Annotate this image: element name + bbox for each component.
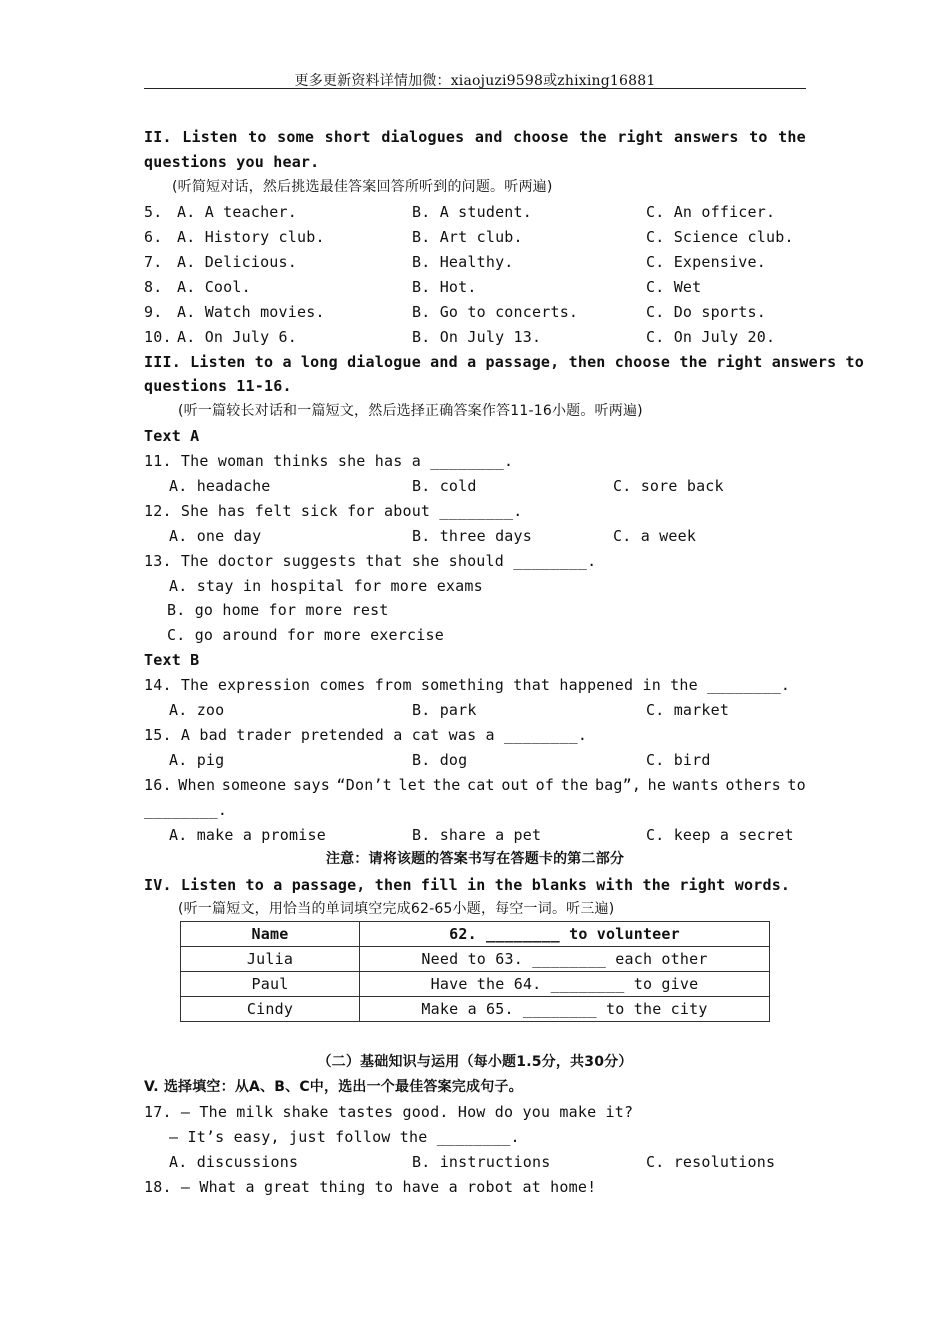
table-row bbox=[181, 947, 770, 972]
option-a[interactable]: A. headache bbox=[169, 477, 271, 495]
option-c[interactable]: C. market bbox=[646, 701, 730, 719]
table-header-question: 62. ________ to volunteer bbox=[360, 922, 770, 947]
option-c[interactable]: C. a week bbox=[613, 527, 697, 545]
section2-title-line2: questions you hear. bbox=[144, 153, 320, 171]
table-cell-name: Paul bbox=[181, 972, 360, 997]
option-a[interactable]: A. A teacher. bbox=[177, 203, 297, 221]
option-b[interactable]: B. share a pet bbox=[412, 826, 542, 844]
option-c[interactable]: C. Science club. bbox=[646, 228, 794, 246]
option-b[interactable]: B. instructions bbox=[412, 1153, 551, 1171]
option-c[interactable]: C. resolutions bbox=[646, 1153, 776, 1171]
option-c[interactable]: C. sore back bbox=[613, 477, 724, 495]
question-stem: 14. The expression comes from something that happened in the ________. bbox=[144, 676, 791, 694]
option-b[interactable]: B. three days bbox=[412, 527, 532, 545]
option-c[interactable]: C. Wet bbox=[646, 278, 702, 296]
option-b[interactable]: B. Art club. bbox=[412, 228, 523, 246]
table-cell-blank: Have the 64. ________ to give bbox=[360, 972, 770, 997]
table-header-row bbox=[181, 922, 770, 947]
question-stem: 13. The doctor suggests that she should ________. bbox=[144, 552, 597, 570]
option-a[interactable]: A. Delicious. bbox=[177, 253, 297, 271]
answer-sheet-note: 注意：请将该题的答案书写在答题卡的第二部分 bbox=[325, 851, 625, 867]
section4-title: IV. Listen to a passage, then fill in the blanks with the right words. bbox=[144, 876, 791, 894]
option-c[interactable]: C. An officer. bbox=[646, 203, 776, 221]
option-b[interactable]: B. Healthy. bbox=[412, 253, 514, 271]
question-stem: 18. — What a great thing to have a robot at home! bbox=[144, 1178, 597, 1196]
table-row bbox=[181, 972, 770, 997]
table-cell-blank: Make a 65. ________ to the city bbox=[360, 997, 770, 1022]
section3-title-line1: III. Listen to a long dialogue and a passage, then choose the right answers to bbox=[144, 353, 864, 371]
header-divider bbox=[144, 88, 806, 89]
fill-in-table bbox=[180, 921, 770, 1022]
option-b[interactable]: B. dog bbox=[412, 751, 468, 769]
question-stem: 17. — The milk shake tastes good. How do you make it? bbox=[144, 1103, 634, 1121]
option-a[interactable]: A. stay in hospital for more exams bbox=[169, 577, 483, 595]
question-stem-line2: ________. bbox=[144, 801, 228, 819]
section5-title: V. 选择填空：从A、B、C中，选出一个最佳答案完成句子。 bbox=[144, 1079, 523, 1095]
option-a[interactable]: A. one day bbox=[169, 527, 262, 545]
part2-heading: （二）基础知识与运用（每小题1.5分，共30分） bbox=[317, 1054, 633, 1070]
question-stem: 11. The woman thinks she has a ________. bbox=[144, 452, 514, 470]
question-stem: 12. She has felt sick for about ________. bbox=[144, 502, 523, 520]
question-stem-line2: — It’s easy, just follow the ________. bbox=[169, 1128, 520, 1146]
option-c[interactable]: C. keep a secret bbox=[646, 826, 794, 844]
question-stem: 16. When someone says “Don’t let the cat out of the bag”, he wants others to bbox=[144, 776, 806, 794]
option-c[interactable]: C. On July 20. bbox=[646, 328, 776, 346]
option-a[interactable]: A. discussions bbox=[169, 1153, 299, 1171]
section3-title-line2: questions 11-16. bbox=[144, 377, 292, 395]
option-b[interactable]: B. A student. bbox=[412, 203, 532, 221]
option-a[interactable]: A. Cool. bbox=[177, 278, 251, 296]
option-a[interactable]: A. Watch movies. bbox=[177, 303, 325, 321]
option-a[interactable]: A. make a promise bbox=[169, 826, 326, 844]
option-c[interactable]: C. Do sports. bbox=[646, 303, 766, 321]
section4-instruction: (听一篇短文，用恰当的单词填空完成62-65小题，每空一词。听三遍) bbox=[178, 901, 615, 917]
section2-title-line1: II. Listen to some short dialogues and choose the right answers to the bbox=[144, 128, 806, 146]
option-a[interactable]: A. History club. bbox=[177, 228, 325, 246]
option-a[interactable]: A. On July 6. bbox=[177, 328, 297, 346]
table-cell-blank: Need to 63. ________ each other bbox=[360, 947, 770, 972]
section3-instruction: (听一篇较长对话和一篇短文，然后选择正确答案作答11-16小题。听两遍) bbox=[178, 403, 643, 419]
table-cell-name: Cindy bbox=[181, 997, 360, 1022]
option-b[interactable]: B. On July 13. bbox=[412, 328, 542, 346]
option-b[interactable]: B. Hot. bbox=[412, 278, 477, 296]
option-c[interactable]: C. go around for more exercise bbox=[167, 626, 444, 644]
section2-instruction: (听简短对话，然后挑选最佳答案回答所听到的问题。听两遍) bbox=[172, 179, 553, 195]
option-a[interactable]: A. zoo bbox=[169, 701, 225, 719]
option-b[interactable]: B. Go to concerts. bbox=[412, 303, 579, 321]
option-c[interactable]: C. bird bbox=[646, 751, 711, 769]
option-b[interactable]: B. go home for more rest bbox=[167, 601, 389, 619]
text-b-label: Text B bbox=[144, 651, 200, 669]
option-b[interactable]: B. cold bbox=[412, 477, 477, 495]
page-header: 更多更新资料详情加微：xiaojuzi9598或zhixing16881 bbox=[294, 73, 656, 89]
option-a[interactable]: A. pig bbox=[169, 751, 225, 769]
table-cell-name: Julia bbox=[181, 947, 360, 972]
option-b[interactable]: B. park bbox=[412, 701, 477, 719]
exam-page: 更多更新资料详情加微：xiaojuzi9598或zhixing16881 II. Listen to some short dialogues and choose the right answers to the questions you hear. (听简短对话，然后挑选最佳答案回答所听到的问题。听两遍) 5. A. A teacher. B. A student. C. An officer. 6. A. History club. B. Art club. C. Science club. 7. A. Delicious. B. Healthy. C. Expensive. 8. A. Cool. B. Hot. C. Wet 9. A. Watch movies. B. Go to concerts. C. Do sports. 10. A. On July 6. B. On July 13. C. On July 20. III. Listen to a long dialogue and a passage, then choose the right answers to questions 11-16. (听一篇较长对话和一篇短文，然后选择正确答案作答11-16小题。听两遍) Text A 11. The woman thinks she has a ________. A. headache B. cold C. sore back 12. She has felt sick for about ________. A. one day B. three days C. a week 13. The doctor suggests that she should ________. A. stay in hospital for more exams B. go home for more rest C. go around for more exercise Text B 14. The expression comes from something that happened in the ________. A. zoo B. park C. market 15. A bad trader pretended a cat was a ________. A. pig B. dog C. bird 16. When someone says “Don’t let the cat out of the bag”, he wants others to ________. A. make a promise B. share a pet C. keep a secret 注意：请将该题的答案书写在答题卡的第二部分 IV. Listen to a passage, then fill in the blanks with the right words. (听一篇短文，用恰当的单词填空完成62-65小题，每空一词。听三遍) Name 62. ________ to volunteer Julia Need to 63. ________ each other Paul Have the 64. ________ to give Cindy Make a 65. ________ to the city （二）基础知识与运用（每小题1.5分，共30分） V. 选择填空：从A、B、C中，选出一个最佳答案完成句子。 17. — The milk shake tastes good. How do you make it? — It’s easy, just follow the ________. A. discussions B. instructions C. resolutions 18. — What a great thing to have a robot at home! bbox=[0, 0, 950, 1344]
table-header-name: Name bbox=[181, 922, 360, 947]
option-c[interactable]: C. Expensive. bbox=[646, 253, 766, 271]
question-stem: 15. A bad trader pretended a cat was a ________. bbox=[144, 726, 588, 744]
text-a-label: Text A bbox=[144, 427, 200, 445]
table-row bbox=[181, 997, 770, 1022]
